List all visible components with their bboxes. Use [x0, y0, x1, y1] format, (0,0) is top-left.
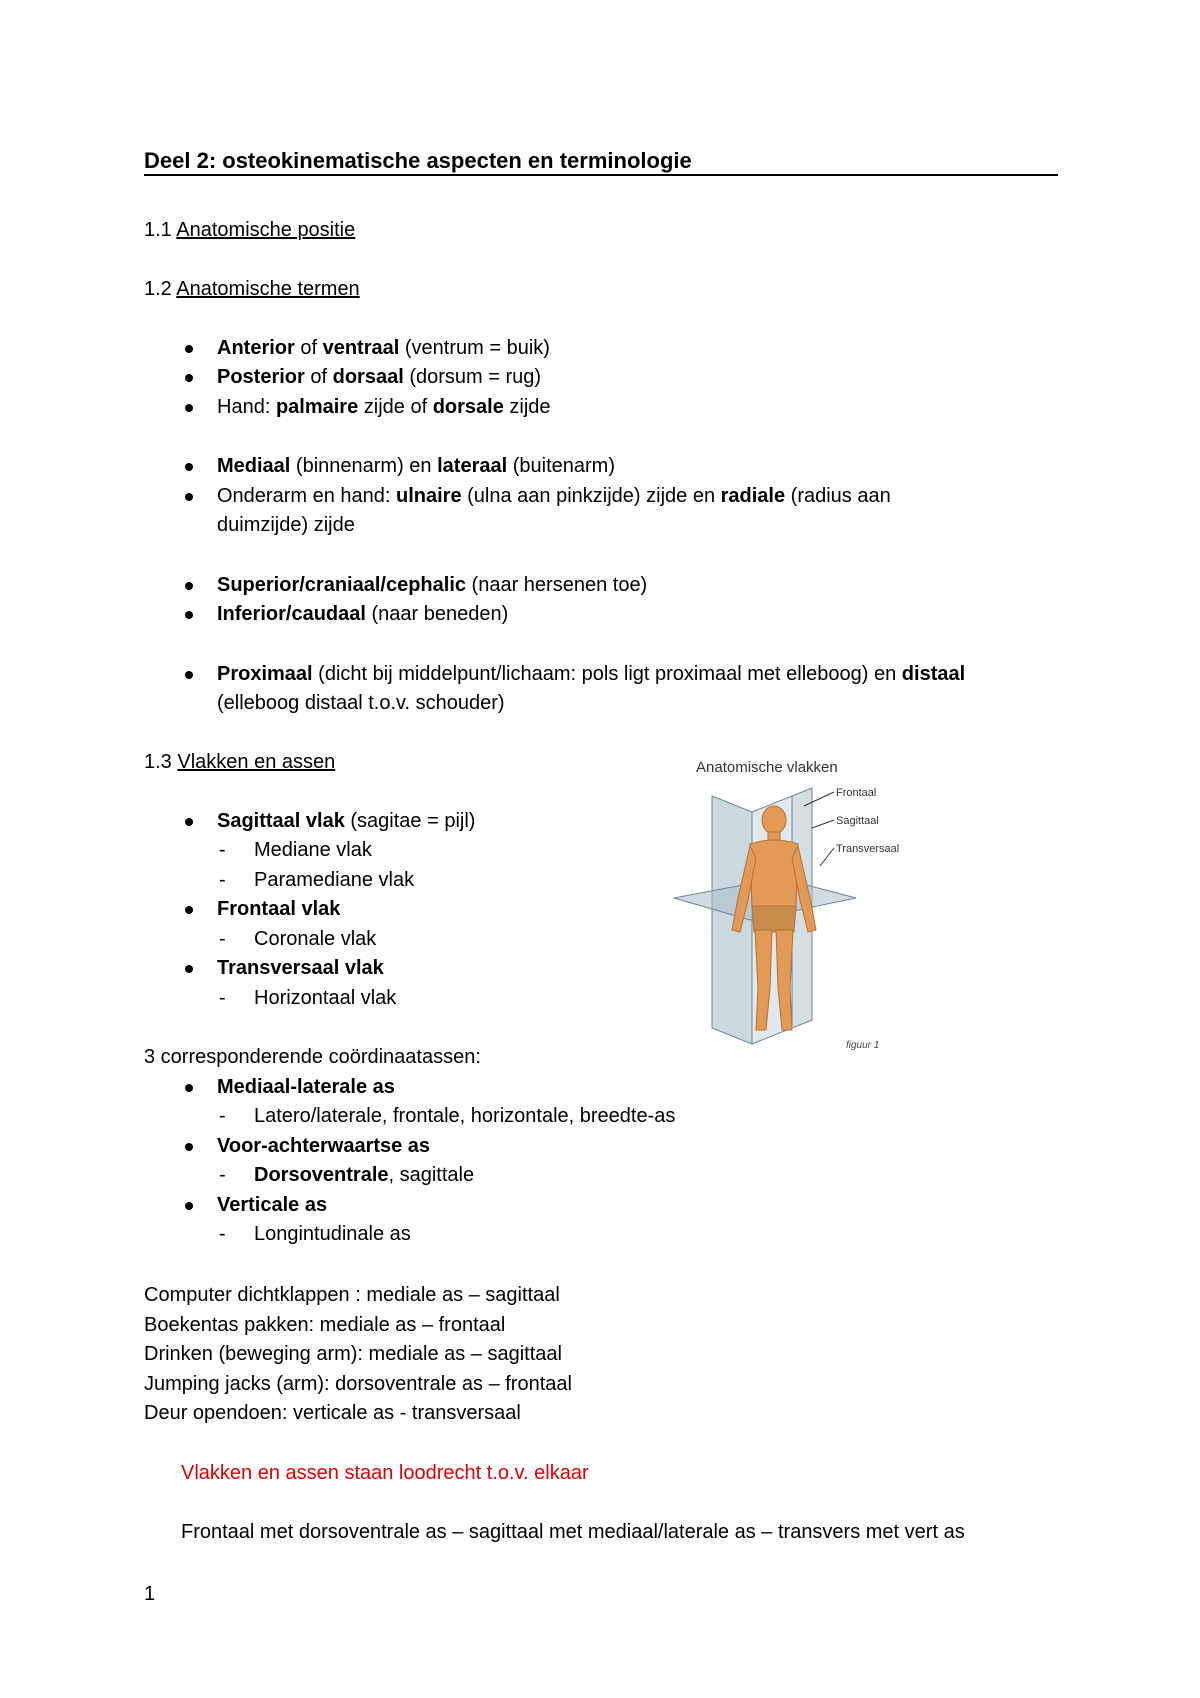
bullet-icon: [185, 463, 193, 471]
bullet-icon: [185, 345, 193, 353]
page-number: 1: [144, 1583, 156, 1605]
term-item: Proximaal (dicht bij middelpunt/lichaam: pols ligt proximaal met elleboog) en distaal: [217, 663, 966, 685]
bullet-icon: [185, 906, 193, 914]
axis-item: Verticale as: [217, 1194, 328, 1216]
dash-marker: -: [219, 1105, 226, 1127]
section-number: 1.1: [144, 219, 177, 241]
axis-subitem: Dorsoventrale, sagittale: [254, 1164, 475, 1186]
axis-item: Mediaal-laterale as: [217, 1076, 395, 1098]
label-frontaal: Frontaal: [836, 787, 877, 799]
example-line: Drinken (beweging arm): mediale as – sagittaal: [144, 1343, 562, 1365]
label-transversaal: Transversaal: [836, 843, 900, 855]
label-sagittaal: Sagittaal: [836, 815, 879, 827]
bullet-icon: [185, 1084, 193, 1092]
bullet-icon: [185, 611, 193, 619]
bullet-icon: [185, 965, 193, 973]
section-1-3-heading: [144, 748, 335, 776]
dash-marker: -: [219, 839, 226, 861]
term-item: Hand: palmaire zijde of dorsale zijde: [217, 396, 551, 418]
term-item: Inferior/caudaal (naar beneden): [217, 603, 509, 625]
figure-caption: figuur 1: [846, 1040, 880, 1051]
plane-subitem: Paramediane vlak: [254, 869, 415, 891]
bullet-icon: [185, 1143, 193, 1151]
example-line: Deur opendoen: verticale as - transversaal: [144, 1402, 521, 1424]
plane-item: Frontaal vlak: [217, 898, 341, 920]
bullet-icon: [185, 493, 193, 501]
plane-item: Sagittaal vlak (sagitae = pijl): [217, 810, 476, 832]
section-number: 1.3: [144, 751, 178, 773]
example-line: Jumping jacks (arm): dorsoventrale as – frontaal: [144, 1373, 572, 1395]
example-line: Computer dichtklappen : mediale as – sagittaal: [144, 1284, 560, 1306]
term-item-continuation: duimzijde) zijde: [217, 514, 355, 536]
section-1-1-heading: [144, 216, 355, 244]
plane-item: Transversaal vlak: [217, 957, 384, 979]
axis-subitem: Latero/laterale, frontale, horizontale, breedte-as: [254, 1105, 676, 1127]
transversaal-leader-line: [820, 848, 834, 866]
axes-intro: 3 corresponderende coördinaatassen:: [144, 1046, 481, 1068]
term-item: Mediaal (binnenarm) en lateraal (buitenarm): [217, 455, 615, 477]
term-item: Superior/craniaal/cephalic (naar hersenen toe): [217, 574, 648, 596]
note-red: Vlakken en assen staan loodrecht t.o.v. elkaar: [181, 1462, 589, 1484]
note: Frontaal met dorsoventrale as – sagittaal met mediaal/laterale as – transvers met vert as: [181, 1521, 965, 1543]
plane-subitem: Mediane vlak: [254, 839, 372, 861]
document-title-text: Deel 2: osteokinematische aspecten en terminologie: [144, 148, 692, 173]
term-item-continuation: (elleboog distaal t.o.v. schouder): [217, 692, 505, 714]
dash-marker: -: [219, 869, 226, 891]
dash-marker: -: [219, 1164, 226, 1186]
bullet-icon: [185, 582, 193, 590]
axis-subitem: Longintudinale as: [254, 1223, 411, 1245]
section-number: 1.2: [144, 278, 177, 300]
term-item: Posterior of dorsaal (dorsum = rug): [217, 366, 542, 388]
figure-title: Anatomische vlakken: [696, 759, 838, 776]
dash-marker: -: [219, 1223, 226, 1245]
term-item: Onderarm en hand: ulnaire (ulna aan pinkzijde) zijde en radiale (radius aan: [217, 485, 891, 507]
sagittaal-leader-line: [812, 820, 834, 828]
bullet-icon: [185, 374, 193, 382]
document-title: [144, 147, 1058, 176]
example-line: Boekentas pakken: mediale as – frontaal: [144, 1314, 506, 1336]
section-1-2-heading: [144, 275, 360, 303]
bullet-icon: [185, 818, 193, 826]
section-label: Vlakken en assen: [177, 751, 336, 773]
axis-item: Voor-achterwaartse as: [217, 1135, 431, 1157]
plane-subitem: Coronale vlak: [254, 928, 377, 950]
anatomical-planes-figure: [660, 748, 920, 1066]
dash-marker: -: [219, 928, 226, 950]
term-item: Anterior of ventraal (ventrum = buik): [217, 337, 550, 359]
section-label: Anatomische positie: [176, 219, 356, 241]
bullet-icon: [185, 671, 193, 679]
section-label: Anatomische termen: [176, 278, 360, 300]
bullet-icon: [185, 1202, 193, 1210]
plane-subitem: Horizontaal vlak: [254, 987, 397, 1009]
dash-marker: -: [219, 987, 226, 1009]
frontal-plane-shape: [712, 796, 752, 1044]
bullet-icon: [185, 404, 193, 412]
